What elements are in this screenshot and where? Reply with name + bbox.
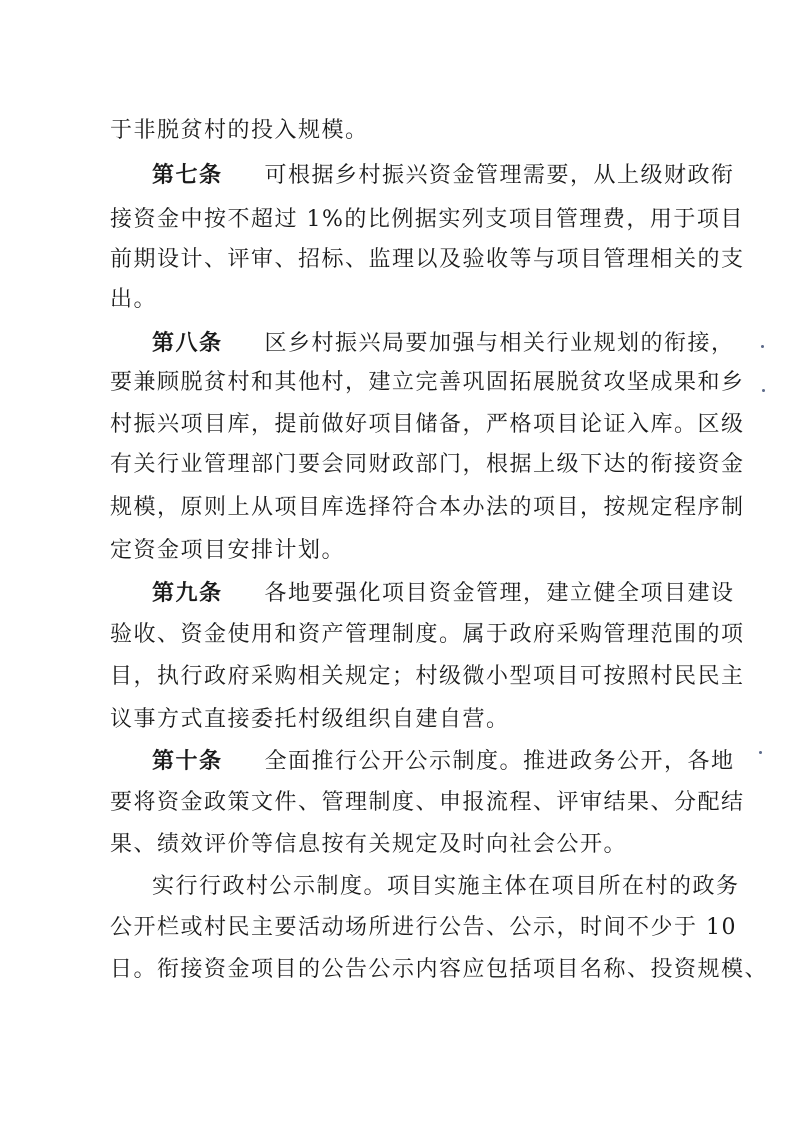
text-line: 目，执行政府采购相关规定；村级微小型项目可按照村民民主 [110, 664, 745, 689]
text-line: 接资金中按不超过 1%的比例据实列支项目管理费，用于项目 [110, 207, 744, 232]
article-9-line [152, 578, 735, 608]
text-line: 前期设计、评审、招标、监理以及验收等与项目管理相关的支 [110, 247, 745, 272]
text-line: 出。 [110, 287, 158, 312]
text-line: 议事方式直接委托村级组织自建自营。 [110, 707, 510, 732]
article-10-line [152, 746, 735, 776]
text-line: 要将资金政策文件、管理制度、申报流程、评审结果、分配结 [110, 790, 745, 815]
article-9-heading: 第九条 [152, 580, 223, 606]
scan-speck [759, 751, 762, 754]
text-line: 于非脱贫村的投入规模。 [110, 118, 369, 143]
text-line: 定资金项目安排计划。 [110, 538, 346, 563]
text-line: 村振兴项目库，提前做好项目储备，严格项目论证入库。区级 [110, 412, 745, 437]
text-line: 各地要强化项目资金管理，建立健全项目建设 [264, 581, 735, 606]
article-7-heading: 第七条 [152, 162, 223, 188]
text-line: 全面推行公开公示制度。推进政务公开，各地 [264, 749, 735, 774]
text-line: 区乡村振兴局要加强与相关行业规划的衔接， [264, 331, 735, 356]
article-10-heading: 第十条 [152, 748, 223, 774]
article-7-line [152, 160, 735, 190]
article-8-heading: 第八条 [152, 330, 223, 356]
text-line: 公开栏或村民主要活动场所进行公告、公示，时间不少于 10 [110, 915, 737, 940]
text-line: 规模，原则上从项目库选择符合本办法的项目，按规定程序制 [110, 495, 745, 520]
text-line: 可根据乡村振兴资金管理需要，从上级财政衔 [264, 163, 735, 188]
text-line: 日。衔接资金项目的公告公示内容应包括项目名称、投资规模、 [110, 957, 769, 982]
text-line: 验收、资金使用和资产管理制度。属于政府采购管理范围的项 [110, 622, 745, 647]
scan-speck [761, 345, 764, 348]
text-line: 有关行业管理部门要会同财政部门，根据上级下达的衔接资金 [110, 452, 745, 477]
text-line: 实行行政村公示制度。项目实施主体在项目所在村的政务 [152, 874, 740, 899]
scan-speck [762, 389, 765, 392]
text-line: 果、绩效评价等信息按有关规定及时向社会公开。 [110, 832, 628, 857]
article-8-line [152, 328, 735, 358]
text-line: 要兼顾脱贫村和其他村，建立完善巩固拓展脱贫攻坚成果和乡 [110, 370, 745, 395]
